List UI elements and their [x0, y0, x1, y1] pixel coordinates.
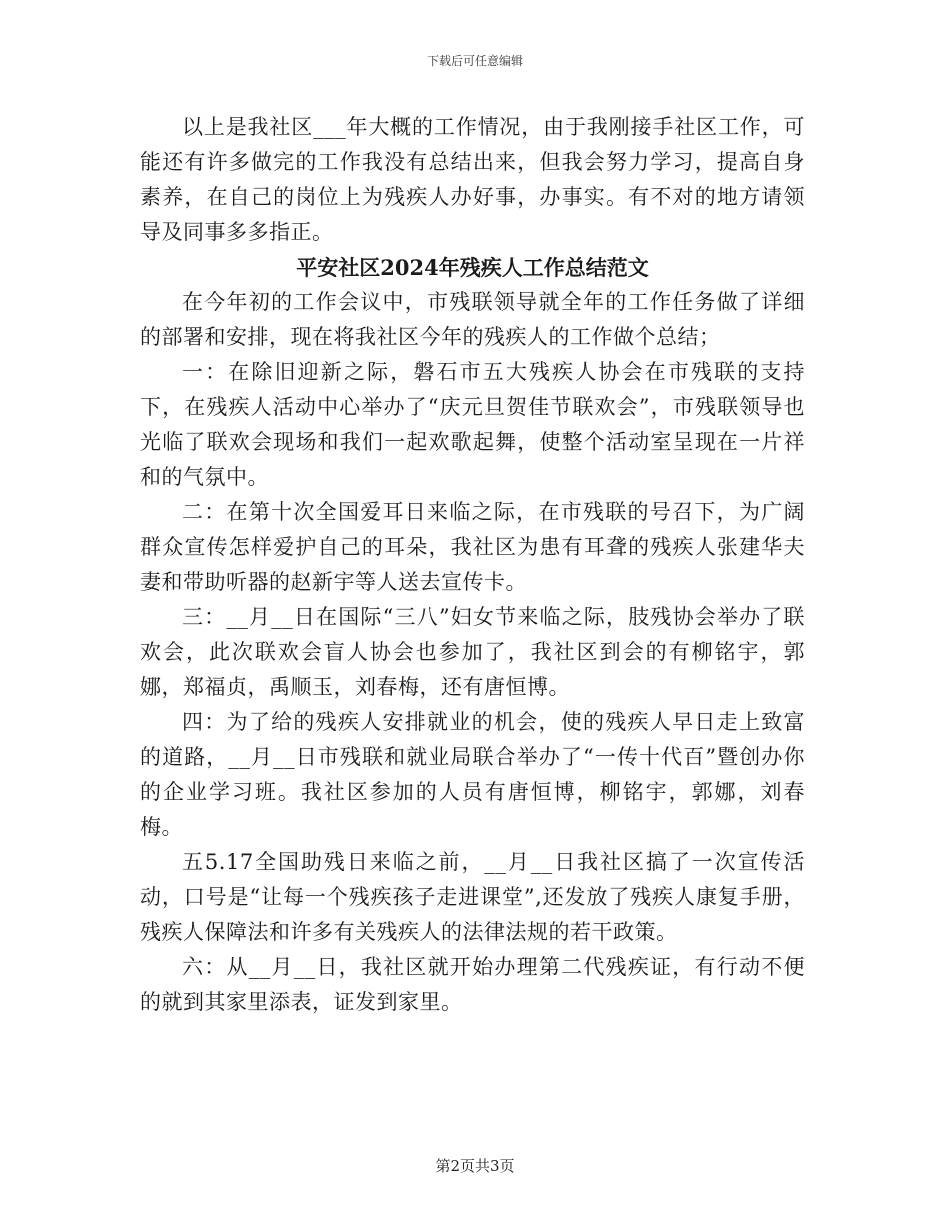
paragraph: 四：为了给的残疾人安排就业的机会，使的残疾人早日走上致富的道路，__月__日市残联和就业局联合举办了“一传十代百”暨创办你的企业学习班。我社区参加的人员有唐恒博，柳铭宇，郭娜，刘春梅。: [140, 710, 805, 839]
page-indicator: 第2页共3页: [435, 1157, 515, 1175]
header-note: 下载后可任意编辑: [426, 54, 523, 68]
paragraph: 五5.17全国助残日来临之前，__月__日我社区搞了一次宣传活动，口号是“让每一个残疾孩子走进课堂”,还发放了残疾人康复手册，残疾人保障法和许多有关残疾人的法律法规的若干政策。: [140, 850, 805, 944]
paragraph: 六：从__月__日，我社区就开始办理第二代残疾证，有行动不便的就到其家里添表，证发到家里。: [140, 955, 805, 1014]
paragraph: 一：在除旧迎新之际，磐石市五大残疾人协会在市残联的支持下，在残疾人活动中心举办了“庆元旦贺佳节联欢会”，市残联领导也光临了联欢会现场和我们一起欢歌起舞，使整个活动室呈现在一片祥和的气氛中。: [140, 360, 805, 489]
document-title: 平安社区2024年残疾人工作总结范文: [296, 255, 649, 280]
intro-paragraph: 以上是我社区___年大概的工作情况，由于我刚接手社区工作，可能还有许多做完的工作我没有总结出来，但我会努力学习，提高自身素养，在自己的岗位上为残疾人办好事，办事实。有不对的地方请领导及同事多多指正。: [140, 115, 805, 244]
document-body: [140, 110, 805, 1020]
paragraph: 二：在第十次全国爱耳日来临之际，在市残联的号召下，为广阔群众宣传怎样爱护自己的耳朵，我社区为患有耳聋的残疾人张建华夫妻和带助听器的赵新宇等人送去宣传卡。: [140, 500, 805, 594]
paragraph: 在今年初的工作会议中，市残联领导就全年的工作任务做了详细的部署和安排，现在将我社区今年的残疾人的工作做个总结；: [140, 290, 805, 349]
paragraph: 三：__月__日在国际“三八”妇女节来临之际，肢残协会举办了联欢会，此次联欢会盲人协会也参加了，我社区到会的有柳铭宇，郭娜，郑福贞，禹顺玉，刘春梅，还有唐恒博。: [140, 605, 805, 699]
